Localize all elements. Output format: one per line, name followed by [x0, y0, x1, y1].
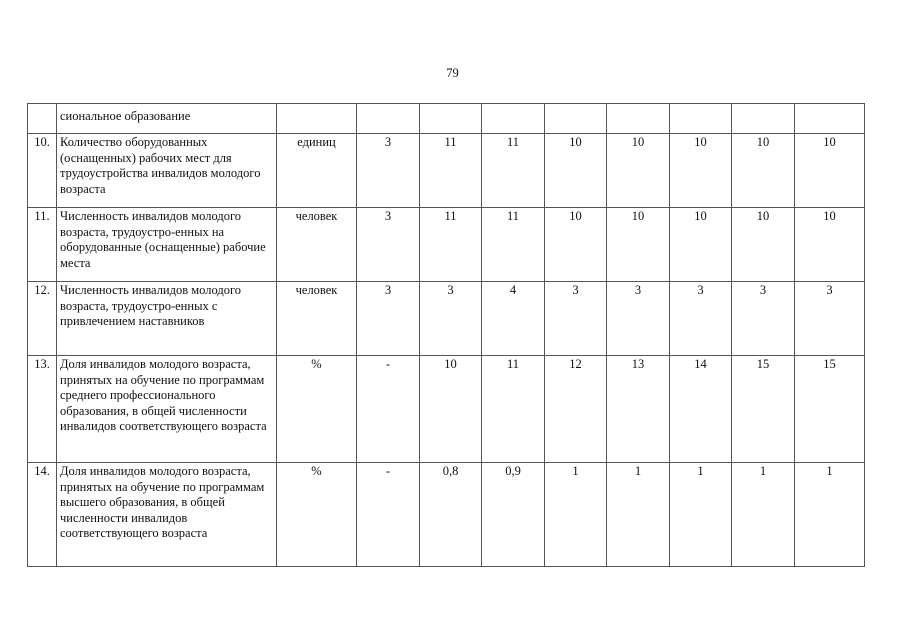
value-cell: 3 — [670, 282, 732, 356]
row-number: 13. — [28, 356, 57, 463]
value-cell: 12 — [545, 356, 607, 463]
value-cell — [357, 104, 420, 134]
row-number: 12. — [28, 282, 57, 356]
value-cell: 1 — [670, 463, 732, 567]
table-row — [28, 356, 865, 463]
value-cell: 10 — [420, 356, 482, 463]
value-cell: 10 — [545, 208, 607, 282]
value-cell: 1 — [607, 463, 670, 567]
value-cell: 15 — [732, 356, 795, 463]
value-cell — [670, 104, 732, 134]
indicator-name: сиональное образование — [57, 104, 277, 134]
value-cell: 10 — [732, 134, 795, 208]
value-cell: 3 — [795, 282, 865, 356]
row-number: 14. — [28, 463, 57, 567]
value-cell: 10 — [545, 134, 607, 208]
value-cell: 11 — [420, 208, 482, 282]
value-cell: - — [357, 463, 420, 567]
value-cell: - — [357, 356, 420, 463]
value-cell: 4 — [482, 282, 545, 356]
row-number: 10. — [28, 134, 57, 208]
table-row — [28, 208, 865, 282]
value-cell — [795, 104, 865, 134]
page-number: 79 — [446, 66, 459, 80]
value-cell: 14 — [670, 356, 732, 463]
indicator-name: Доля инвалидов молодого возраста, принятых на обучение по программам высшего образования, в общей численности инвалидов соответствующего возраста — [57, 463, 277, 567]
table-row — [28, 282, 865, 356]
unit-cell: человек — [277, 282, 357, 356]
value-cell: 11 — [482, 208, 545, 282]
value-cell: 15 — [795, 356, 865, 463]
value-cell: 1 — [732, 463, 795, 567]
value-cell: 0,9 — [482, 463, 545, 567]
indicators-table — [27, 103, 865, 567]
value-cell: 3 — [545, 282, 607, 356]
value-cell: 3 — [357, 134, 420, 208]
unit-cell: % — [277, 356, 357, 463]
value-cell — [607, 104, 670, 134]
indicator-name: Доля инвалидов молодого возраста, принятых на обучение по программам среднего профессионального образования, в общей численности инвалидов соответствующего возраста — [57, 356, 277, 463]
value-cell: 10 — [795, 134, 865, 208]
value-cell: 3 — [357, 208, 420, 282]
value-cell: 3 — [357, 282, 420, 356]
value-cell: 11 — [482, 356, 545, 463]
table-row — [28, 463, 865, 567]
value-cell: 10 — [732, 208, 795, 282]
indicator-name: Количество оборудованных (оснащенных) рабочих мест для трудоустройства инвалидов молодого возраста — [57, 134, 277, 208]
value-cell: 10 — [670, 208, 732, 282]
unit-cell: человек — [277, 208, 357, 282]
value-cell: 11 — [420, 134, 482, 208]
table-row — [28, 134, 865, 208]
value-cell: 1 — [545, 463, 607, 567]
table-row — [28, 104, 865, 134]
unit-cell: % — [277, 463, 357, 567]
value-cell: 13 — [607, 356, 670, 463]
value-cell — [732, 104, 795, 134]
value-cell — [420, 104, 482, 134]
value-cell: 3 — [607, 282, 670, 356]
row-number: 11. — [28, 208, 57, 282]
indicator-name: Численность инвалидов молодого возраста, трудоустро-енных на оборудованные (оснащенные) рабочие места — [57, 208, 277, 282]
value-cell — [545, 104, 607, 134]
unit-cell: единиц — [277, 134, 357, 208]
value-cell: 11 — [482, 134, 545, 208]
value-cell: 10 — [670, 134, 732, 208]
value-cell: 10 — [607, 134, 670, 208]
value-cell: 3 — [732, 282, 795, 356]
value-cell: 1 — [795, 463, 865, 567]
value-cell: 3 — [420, 282, 482, 356]
indicator-name: Численность инвалидов молодого возраста, трудоустро-енных с привлечением наставников — [57, 282, 277, 356]
value-cell: 0,8 — [420, 463, 482, 567]
value-cell: 10 — [795, 208, 865, 282]
value-cell — [482, 104, 545, 134]
row-number — [28, 104, 57, 134]
unit-cell — [277, 104, 357, 134]
value-cell: 10 — [607, 208, 670, 282]
